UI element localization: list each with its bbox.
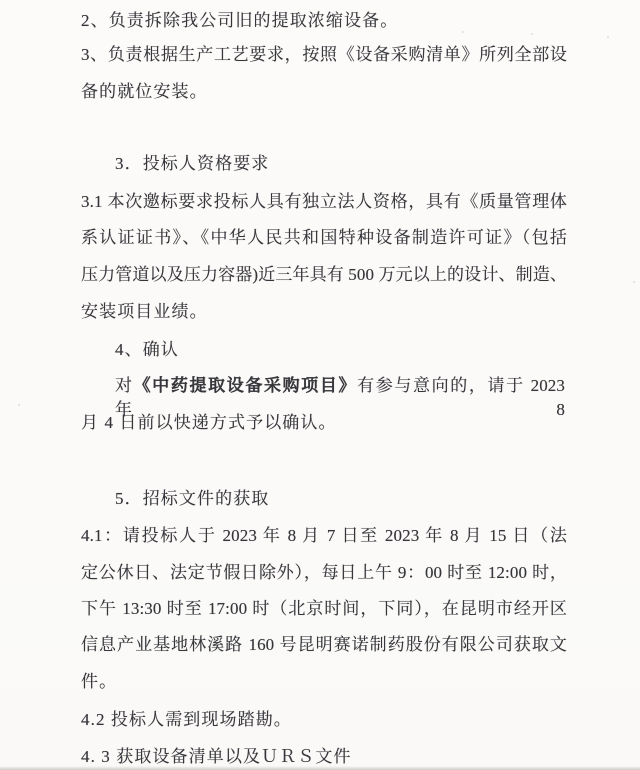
clause-3-1-line-3: 压力管道以及压力容器)近三年具有 500 万元以上的设计、制造、 [81, 265, 567, 284]
clause-3-1-line-2: 系认证证书》、《中华人民共和国特种设备制造许可证》（包括 [81, 228, 567, 247]
clause-4-1-line-3: 下午 13:30 时至 17:00 时（北京时间，下同），在昆明市经开区 [81, 599, 567, 618]
scan-speck [18, 404, 20, 406]
clause-3-line-1: 3、负责根据生产工艺要求，按照《设备采购清单》所列全部设 [81, 45, 567, 64]
project-title-emphasis: 《中药提取设备采购项目》 [133, 376, 358, 395]
clause-4-1-line-2: 定公休日、法定节假日除外），每日上午 9：00 时至 12:00 时， [81, 563, 567, 582]
section-4-heading: 4、确认 [115, 340, 179, 359]
page-bottom-scan-shadow [0, 766, 640, 770]
clause-4-1-line-5: 件。 [81, 672, 118, 691]
confirmation-suffix: 有参与意向的，请于 2023 年 8 [115, 376, 565, 419]
clause-4-1-line-4: 信息产业基地林溪路 160 号昆明赛诺制药股份有限公司获取文 [81, 635, 567, 654]
section-3-heading: 3．投标人资格要求 [115, 154, 270, 173]
confirmation-line-2: 月 4 日前以快递方式予以确认。 [81, 413, 337, 432]
scan-speck [531, 33, 533, 35]
clause-3-line-2: 备的就位安装。 [81, 82, 208, 101]
clause-2-line: 2、负责拆除我公司旧的提取浓缩设备。 [81, 11, 399, 30]
clause-3-1-line-1: 3.1 本次邀标要求投标人具有独立法人资格，具有《质量管理体 [81, 192, 567, 211]
clause-4-1-line-1: 4.1：请投标人于 2023 年 8 月 7 日至 2023 年 8 月 15 日（法 [81, 526, 567, 545]
clause-3-1-line-4: 安装项目业绩。 [81, 302, 208, 321]
scan-speck [462, 31, 464, 33]
clause-4-2-line: 4.2 投标人需到现场踏勘。 [81, 710, 292, 729]
scan-speck [607, 36, 609, 38]
section-5-heading: 5．招标文件的获取 [115, 489, 270, 508]
confirmation-prefix: 对 [115, 376, 134, 395]
clause-4-3-line: 4. 3 获取设备清单以及ＵＲＳ文件 [81, 747, 352, 766]
scan-speck [633, 281, 635, 283]
